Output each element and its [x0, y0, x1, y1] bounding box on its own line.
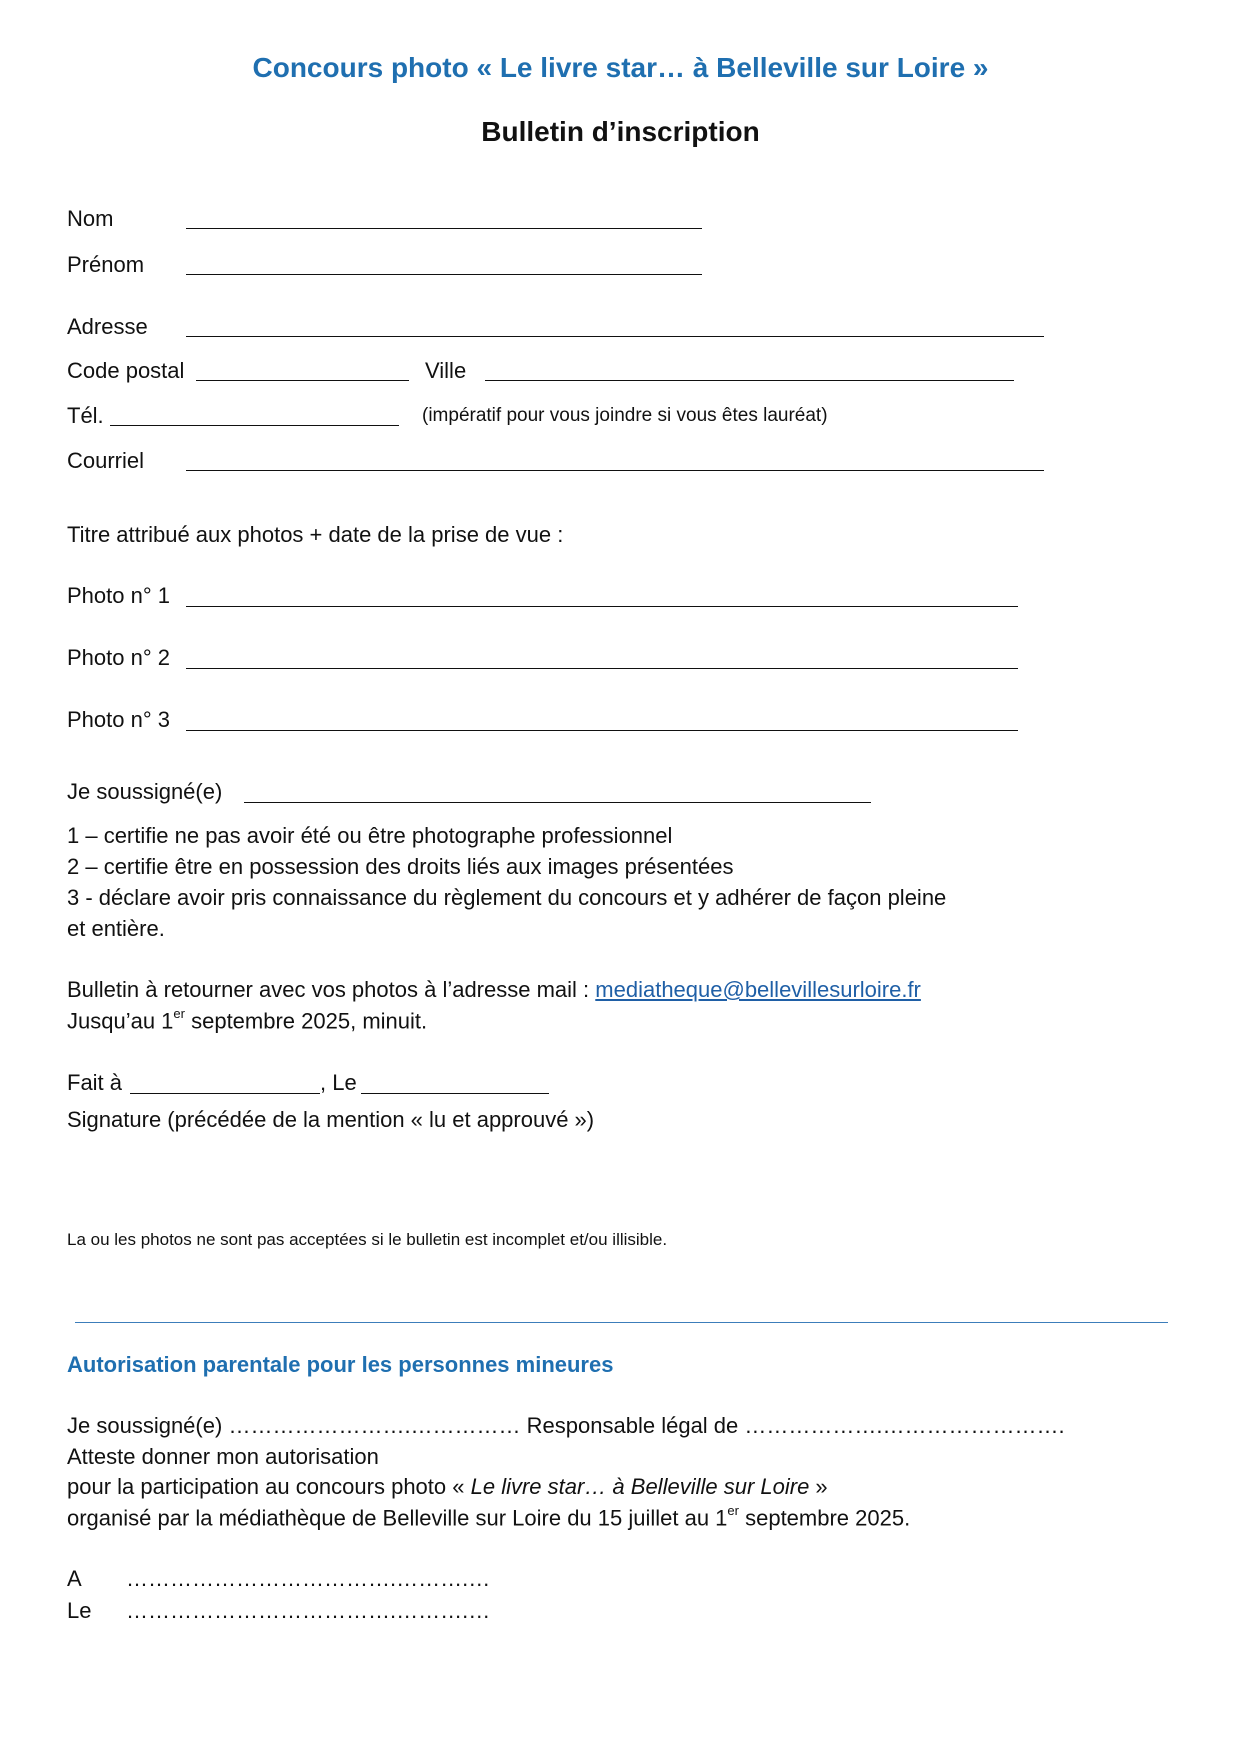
parental-line-3-end: » — [809, 1474, 828, 1499]
ville-field[interactable] — [485, 380, 1014, 381]
tel-label: Tél. — [67, 403, 104, 428]
parental-line-4-sup: er — [727, 1503, 739, 1518]
le-label: , Le — [320, 1070, 357, 1095]
parental-soussigne: Je soussigné(e) — [67, 1413, 223, 1438]
section-divider — [75, 1322, 1168, 1323]
declaration-2: 2 – certifie être en possession des droits liés aux images présentées — [67, 854, 734, 879]
parental-line-3-start: pour la participation au concours photo « — [67, 1474, 471, 1499]
photo3-field[interactable] — [186, 730, 1018, 731]
code-postal-field[interactable] — [196, 380, 409, 381]
parental-a-label: A — [67, 1566, 82, 1591]
photo3-label: Photo n° 3 — [67, 707, 170, 732]
date-field[interactable] — [361, 1093, 549, 1094]
parental-line-4 — [67, 1505, 910, 1531]
deadline-suffix: septembre 2025, minuit. — [184, 1008, 428, 1034]
adresse-label: Adresse — [67, 314, 148, 339]
nom-field[interactable] — [186, 228, 702, 229]
parental-line-4-suffix: septembre 2025. — [738, 1505, 911, 1531]
footnote: La ou les photos ne sont pas acceptées si le bulletin est incomplet et/ou illisible. — [67, 1230, 668, 1249]
parental-line-1 — [67, 1413, 1065, 1439]
soussigne-label: Je soussigné(e) — [67, 779, 223, 804]
signature-label: Signature (précédée de la mention « lu et approuvé ») — [67, 1107, 595, 1132]
return-text: Bulletin à retourner avec vos photos à l’adresse mail : — [67, 977, 590, 1002]
parental-line-2: Atteste donner mon autorisation — [67, 1444, 379, 1469]
prenom-label: Prénom — [67, 252, 145, 277]
prenom-field[interactable] — [186, 274, 702, 275]
parental-child-dots[interactable]: ……………….……………………. — [738, 1413, 1065, 1438]
tel-field[interactable] — [110, 425, 399, 426]
form-subtitle: Bulletin d’inscription — [481, 116, 760, 147]
parental-section-title: Autorisation parentale pour les personnes mineures — [67, 1352, 614, 1377]
parental-line-3 — [67, 1474, 828, 1500]
return-instructions — [67, 977, 921, 1003]
parental-le-label: Le — [67, 1598, 92, 1623]
photo2-label: Photo n° 2 — [67, 645, 170, 670]
parental-line-4-prefix: organisé par la médiathèque de Belleville sur Loire du 15 juillet au 1 — [67, 1505, 728, 1531]
parental-a-dots[interactable]: ……………………………….……….… — [126, 1566, 491, 1591]
fait-a-label: Fait à — [67, 1070, 123, 1095]
declaration-3-line2: et entière. — [67, 916, 165, 941]
code-postal-label: Code postal — [67, 358, 185, 383]
deadline-sup: er — [173, 1006, 185, 1021]
parental-responsable: Responsable légal de — [526, 1413, 739, 1438]
deadline-prefix: Jusqu’au 1 — [67, 1008, 174, 1034]
photo1-label: Photo n° 1 — [67, 583, 170, 608]
courriel-field[interactable] — [186, 470, 1044, 471]
soussigne-field[interactable] — [244, 802, 871, 803]
fait-a-field[interactable] — [130, 1093, 320, 1094]
page-title: Concours photo « Le livre star… à Belleville sur Loire » — [252, 52, 989, 83]
deadline — [67, 1008, 427, 1034]
ville-label: Ville — [425, 358, 467, 383]
declaration-3-line1: 3 - déclare avoir pris connaissance du règlement du concours et y adhérer de façon pleine — [67, 885, 947, 910]
parental-name-dots[interactable]: …………………….…………… — [228, 1413, 527, 1438]
nom-label: Nom — [67, 206, 114, 231]
adresse-field[interactable] — [186, 336, 1044, 337]
tel-note: (impératif pour vous joindre si vous êtes lauréat) — [422, 405, 828, 426]
email-link[interactable]: mediatheque@bellevillesurloire.fr — [595, 977, 921, 1002]
parental-le-dots[interactable]: ……………………………….……….… — [126, 1598, 491, 1623]
courriel-label: Courriel — [67, 448, 145, 473]
contest-name: Le livre star… à Belleville sur Loire — [470, 1474, 810, 1499]
photo2-field[interactable] — [186, 668, 1018, 669]
photos-intro: Titre attribué aux photos + date de la prise de vue : — [67, 522, 564, 547]
photo1-field[interactable] — [186, 606, 1018, 607]
declaration-1: 1 – certifie ne pas avoir été ou être photographe professionnel — [67, 823, 673, 848]
